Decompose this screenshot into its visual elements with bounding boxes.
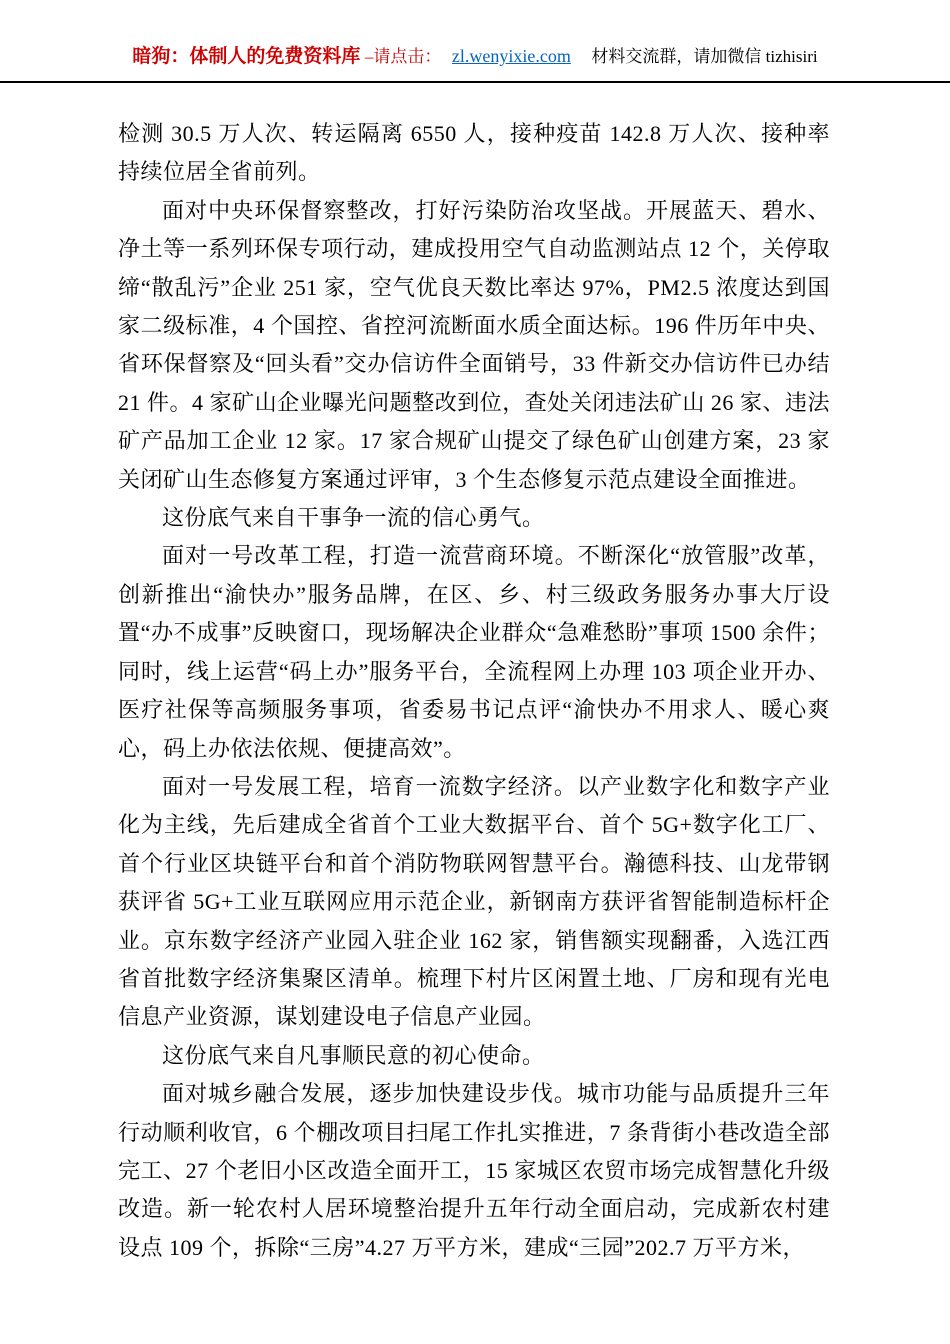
paragraph: 这份底气来自凡事顺民意的初心使命。	[162, 1042, 545, 1068]
paragraph: 检测 30.5 万人次、转运隔离 6550 人，接种疫苗 142.8 万人次、接种率持续位居全省前列。	[118, 121, 830, 185]
paragraph: 面对一号发展工程，培育一流数字经济。以产业数字化和数字产业化为主线，先后建成全省首个工业大数据平台、首个 5G+数字化工厂、首个行业区块链平台和首个消防物联网智慧平台。瀚德科技、山龙带钢获评省 5G+工业互联网应用示范企业，新钢南方获评省智能制造标杆企业。京东数字经济产业园入驻企业 162 家，销售额实现翻番，入选江西省首批数字经济集聚区清单。梳理下村片区闲置土地、厂房和现有光电信息产业资源，谋划建设电子信息产业园。	[118, 773, 830, 1030]
brand-text: 暗狗：体制人的免费资料库	[132, 46, 361, 67]
cta-text: –请点击：	[364, 47, 442, 66]
contact-text: 材料交流群，请加微信 tizhisiri	[591, 47, 818, 66]
site-link[interactable]: zl.wenyixie.com	[451, 46, 571, 66]
paragraph: 面对中央环保督察整改，打好污染防治攻坚战。开展蓝天、碧水、净土等一系列环保专项行动，建成投用空气自动监测站点 12 个，关停取缔“散乱污”企业 251 家，空气优良天数比率达 97%，PM2.5 浓度达到国家二级标准，4 个国控、省控河流断面水质全面达标。196 件历年中央、省环保督察及“回头看”交办信访件全面销号，33 件新交办信访件已办结 21 件。4 家矿山企业曝光问题整改到位，查处关闭违法矿山 26 家、违法矿产品加工企业 12 家。17 家合规矿山提交了绿色矿山创建方案，23 家关闭矿山生态修复方案通过评审，3 个生态修复示范点建设全面推进。	[118, 197, 830, 492]
paragraph: 面对一号改革工程，打造一流营商环境。不断深化“放管服”改革，创新推出“渝快办”服务品牌，在区、乡、村三级政务服务办事大厅设置“办不成事”反映窗口，现场解决企业群众“急难愁盼”事项 1500 余件；同时，线上运营“码上办”服务平台，全流程网上办理 103 项企业开办、医疗社保等高频服务事项，省委易书记点评“渝快办不用求人、暖心爽心，码上办依法依规、便捷高效”。	[118, 543, 830, 761]
document-body	[0, 83, 950, 1307]
paragraph: 面对城乡融合发展，逐步加快建设步伐。城市功能与品质提升三年行动顺利收官，6 个棚改项目扫尾工作扎实推进，7 条背街小巷改造全部完工、27 个老旧小区改造全面开工，15 家城区农贸市场完成智慧化升级改造。新一轮农村人居环境整治提升五年行动全面启动，完成新农村建设点 109 个，拆除“三房”4.27 万平方米，建成“三园”202.7 万平方米，	[118, 1081, 830, 1260]
paragraph: 这份底气来自干事争一流的信心勇气。	[162, 505, 545, 531]
promo-header	[0, 0, 950, 83]
